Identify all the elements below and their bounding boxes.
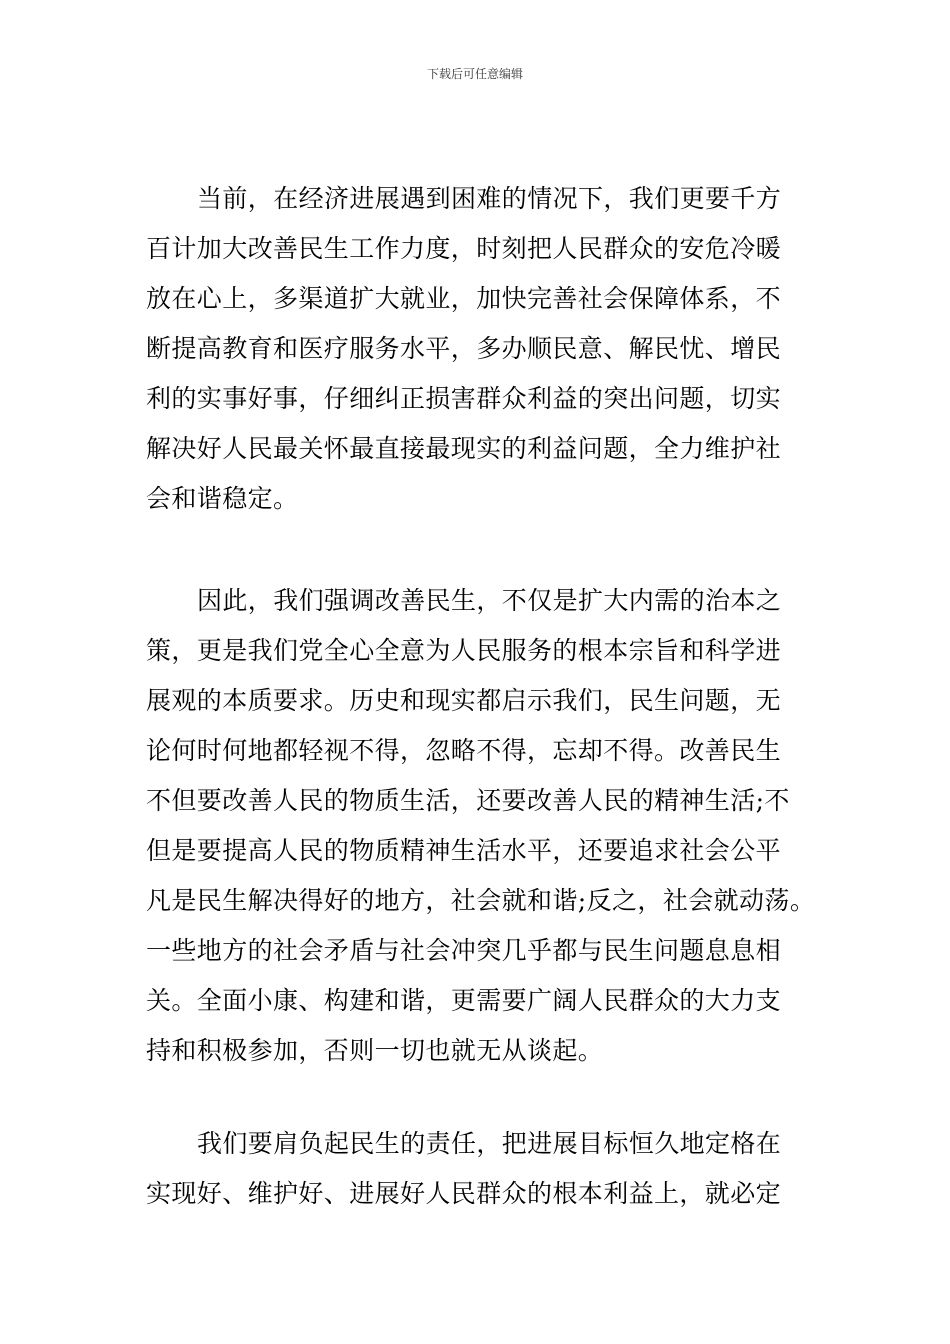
text-line: 展观的本质要求。历史和现实都启示我们，民生问题，无 xyxy=(146,686,782,715)
paragraph-2 xyxy=(146,576,816,1076)
text-line: 凡是民生解决得好的地方，社会就和谐;反之，社会就动荡。 xyxy=(146,886,816,915)
text-line: 放在心上，多渠道扩大就业，加快完善社会保障体系，不 xyxy=(146,284,782,313)
text-line: 持和积极参加，否则一切也就无从谈起。 xyxy=(146,1036,604,1065)
text-line: 断提高教育和医疗服务水平，多办顺民意、解民忧、增民 xyxy=(146,334,782,363)
text-line: 因此，我们强调改善民生，不仅是扩大内需的治本之 xyxy=(197,586,782,615)
paragraph-3 xyxy=(146,1119,816,1219)
text-line: 不但要改善人民的物质生活，还要改善人民的精神生活;不 xyxy=(146,786,790,815)
text-line: 关。全面小康、构建和谐，更需要广阔人民群众的大力支 xyxy=(146,986,782,1015)
text-line: 解决好人民最关怀最直接最现实的利益问题，全力维护社 xyxy=(146,434,782,463)
text-line: 策，更是我们党全心全意为人民服务的根本宗旨和科学进 xyxy=(146,636,782,665)
text-line: 一些地方的社会矛盾与社会冲突几乎都与民生问题息息相 xyxy=(146,936,782,965)
text-line: 百计加大改善民生工作力度，时刻把人民群众的安危冷暖 xyxy=(146,234,782,263)
paragraph-1 xyxy=(146,174,816,524)
text-line: 但是要提高人民的物质精神生活水平，还要追求社会公平 xyxy=(146,836,782,865)
text-line: 我们要肩负起民生的责任，把进展目标恒久地定格在 xyxy=(197,1129,782,1158)
text-line: 论何时何地都轻视不得，忽略不得，忘却不得。改善民生 xyxy=(146,736,782,765)
page-header: 下载后可任意编辑 xyxy=(426,67,523,81)
text-line: 实现好、维护好、进展好人民群众的根本利益上，就必定 xyxy=(146,1179,782,1208)
text-line: 当前，在经济进展遇到困难的情况下，我们更要千方 xyxy=(197,184,782,213)
text-line: 会和谐稳定。 xyxy=(146,484,299,513)
text-line: 利的实事好事，仔细纠正损害群众利益的突出问题，切实 xyxy=(146,384,782,413)
